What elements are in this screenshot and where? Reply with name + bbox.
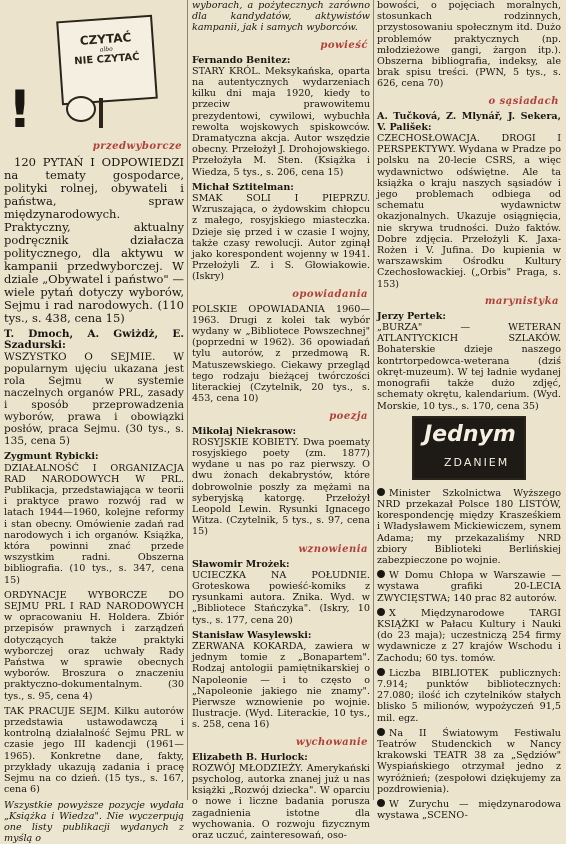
author-niekrasow: Mikołaj Niekrasow: [192,426,370,437]
brief-item [377,799,561,821]
column-3 [377,0,561,800]
jednym-zdaniem-box [412,416,526,480]
author-dmoch: T. Dmoch, A. Gwiżdż, E. Szadurski: [4,329,184,351]
author-pertek: Jerzy Pertek: [377,311,561,322]
sign-stick [99,98,103,128]
article-dzialalnosc-rad: DZIAŁALNOŚĆ I ORGANIZACJA RAD NARODOWYCH W PRL. Publikacja, przedstawiająca w teorii i praktyce prawo rozwój rad w latach 1944—1960, kolejne reformy i stan obecny. Omówienie zadań rad narodowych i ich organów. Książka, która powinni znać przede wszystkim radni. Obszerna bibliografia. (10 tys., s. 347, cena 15) [4,463,184,586]
brief-item [377,728,561,795]
brief-text: Minister Szkolnictwa Wyższego NRD przekazał Polsce 180 LISTÓW, korespondencję między Krasześkiem i Władysławem Mickiewiczem, synem Adama; my przekazaliśmy NRD zbiory Biblioteki Berlińskiej zabezpieczone po wojnie. [377,488,561,566]
section-o-sasiadach: o sąsiadach [377,96,559,107]
continuation-text: wyborach, a pożytecznych zarówno dla kandydatów, aktywistów kampanii, jak i samych wyborców. [192,0,370,34]
article-rosyjskie-kobiety: ROSYJSKIE KOBIETY. Dwa poematy rosyjskiego poety (zm. 1877) wydane u nas po raz pierwszy. O dwu żonach dekabrystów, które dobrowolnie poszły za mężami na syberyjską katorgę. Przełożył Leopold Lewin. Rysunki Ignacego Witza. (Czytelnik, 5 tys., s. 97, cena 15) [192,437,370,538]
bullet-icon [377,608,385,616]
sign-line-1: CZYTAĆ [59,29,152,49]
author-wasylewski: Stanisław Wasylewski: [192,630,370,641]
brief-text: W Domu Chłopa w Warszawie — wystawa grafiki 20-LECIA ZWYCIĘSTWA; 140 prac 82 autorów. [377,570,561,603]
bullet-icon [377,728,385,736]
article-smak-soli: SMAK SOLI I PIEPRZU. Wzruszająca, o żydowskim chłopcu z małego, rosyjskiego miasteczka. Dzieje się przed i w czasie I wojny, także czasy rewolucji. Autor zginął jako korespondent wojenny w 1941. Przełożyli Z. i S. Głowiakowie. (Iskry) [192,193,370,283]
continuation-text-3: bowości, o pojęciach moralnych, stosunkach rodzinnych, przystosowaniu społecznym itd. Dużo problemów praktycznych (np. młodzieżowe gangi, żargon itp.). Obszerna bibliografia, indeksy, ale brak spisu treści. (PWN, 5 tys., s. 626, cena 70) [377,0,561,90]
face-icon [66,96,96,122]
sign-small: albo [60,43,152,56]
sign-illustration [56,15,158,105]
section-opowiadania: opowiadania [192,289,368,300]
brief-text: X Międzynarodowe TARGI KSIĄŻKI w Pałacu Kultury i Nauki (do 23 maja); uczestniczą 254 firmy wydawnicze z 27 krajów Wschodu i Zachodu; 60 tys. tomów. [377,608,561,664]
section-powiesc: powieść [192,40,368,51]
author-hurlock: Elizabeth B. Hurlock: [192,752,370,763]
column-2 [192,0,370,800]
column-rule-1 [187,0,188,800]
column-rule-2 [373,0,374,800]
brief-item [377,668,561,724]
section-poezja: poezja [192,411,368,422]
exclamation-mark: ! [8,80,32,140]
article-czechoslowacja: CZECHOSŁOWACJA. DROGI I PERSPEKTYWY. Wydana w Pradze po polsku na 20-lecie CSRS, a więc wydawnictwo odświętne. Ale ta książka o kraju naszych sąsiadów i jego problemach odbiega od schematu wydawnictw okazjonalnych. Ukazuje osiągnięcia, nie skrywa trudności. Dużo faktów. Dobre zdjęcia. Przełożyli K. Jaxa-Rożen i V. Jufina. Do kupienia w warszawskim Ośrodku Kultury Czechosłowackiej. („Orbis" Praga, s. 153) [377,133,561,290]
box-title-1: Jednym [424,422,516,447]
bullet-icon [377,570,385,578]
article-burza: „BURZA" — WETERAN ATLANTYCKICH SZLAKÓW. Bohaterskie dzieje naszego kontrtorpedowca-weterana (dziś okręt-muzeum). W tej ładnie wydanej monografii także dużo zdjęć, schematy okrętu, kalendarium. (Wyd. Morskie, 10 tys., s. 170, cena 35) [377,322,561,412]
brief-item [377,608,561,664]
author-mrozek: Sławomir Mrożek: [192,559,370,570]
note-ksiazka-i-wiedza: Wszystkie powyższe pozycje wydała „Książka i Wiedza". Nie wyczerpują one listy publikacji wydanych z myślą o [4,800,184,844]
box-title-2: ZDANIEM [444,456,509,469]
section-wychowanie: wychowanie [192,737,368,748]
section-marynistyka: marynistyka [377,296,559,307]
author-rybicki: Zygmunt Rybicki: [4,451,184,462]
article-polskie-opowiadania: POLSKIE OPOWIADANIA 1960—1963. Drugi z kolei tak wybór wydany w „Bibliotece Powszechnej" (poprzedni w 1962). 36 opowiadań tylu autorów, z przedmową R. Matuszewskiego. Ciekawy przegląd tego rodzaju bieżącej twórczości literackiej (Czytelnik, 20 tys., s. 453, cena 10) [192,304,370,405]
article-zerwana-kokarda: ZERWANA KOKARDA, zawiera w jednym tomie z „Bonapartem". Rodzaj antologii pamiętnikarskiej o Napoleonie — i to często o „Napoleonie jakiego nie znamy". Pierwsze wznowienie po wojnie. Ilustracje. (Wyd. Literackie, 10 tys., s. 258, cena 16) [192,641,370,731]
brief-text: Na II Światowym Festiwalu Teatrów Studenckich w Nancy krakowski TEATR 38 za „Sędziów" Wyspiańskiego otrzymał jedno z wyróżnień; (zespołowi dziękujemy za pozdrowienia). [377,728,561,795]
author-benitez: Fernando Benitez: [192,55,370,66]
section-wznowienia: wznowienia [192,544,368,555]
section-przedwyborcze: przedwyborcze [4,141,182,152]
brief-text: W Zurychu — międzynarodowa wystawa „SCENO- [377,799,561,821]
author-tuckova: A. Tučková, Z. Mlynář, J. Sekera, V. Pališek: [377,111,561,133]
brief-item [377,488,561,566]
bullet-icon [377,668,385,676]
author-sztitelman: Michał Sztitelman: [192,182,370,193]
sign-line-2: NIE CZYTAĆ [61,50,154,70]
article-stary-krol: STARY KRÓL. Meksykańska, oparta na autentycznych wydarzeniach kilku dni maja 1920, kiedy to przeciw prawowitemu prezydentowi, cywilowi, wybuchła rewolta wojskowych spiskowców. Dramatyczna akcja. Autor wszędzie obecny. Przełożył J. Drohojowskiego. Przełożyła M. Sten. (Książka i Wiedza, 5 tys., s. 206, cena 15) [192,66,370,178]
article-ordynacje: ORDYNACJE WYBORCZE DO SEJMU PRL I RAD NARODOWYCH w opracowaniu H. Holdera. Zbiór przepisów prawnych i zarządzeń dotyczących także praktyki wyborczej oraz uchwały Rady Państwa w sprawie obecnych wyborów. Broszura o znaczeniu praktyczno-dokumentalnym. (30 tys., s. 95, cena 4) [4,590,184,702]
bullet-icon [377,799,385,807]
article-tak-pracuje-sejm: TAK PRACUJE SEJM. Kilku autorów przedstawia ustawodawczą i kontrolną działalność Sejmu PRL w czasie jego III kadencji (1961—1965). Konkretne dane, fakty, przykłady ukazują zadania i pracę Sejmu na co dzień. (15 tys., s. 167, cena 6) [4,706,184,796]
article-rozwoj-mlodziezy: ROZWÓJ MŁODZIEŻY. Amerykański psycholog, autorka znanej już u nas książki „Rozwój dziecka". W oparciu o nowe i liczne badania porusza zagadnienia istotne dla wychowania. O rozwoju fizycznym oraz uczuć, zainteresowań, oso- [192,763,370,841]
brief-item [377,570,561,604]
article-wszystko-o-sejmie: WSZYSTKO O SEJMIE. W popularnym ujęciu ukazana jest rola Sejmu w systemie naczelnych organów PRL, zasady i sposób przeprowadzenia wyborów, prawa i obowiązki posłów, praca Sejmu. (30 tys., s. 135, cena 5) [4,351,184,447]
article-ucieczka: UCIECZKA NA POŁUDNIE. Groteskowa powieść-komiks z rysunkami autora. Znika. Wyd. w „Bibliotece Stańczyka". (Iskry, 10 tys., s. 177, cena 20) [192,570,370,626]
header-illustration [4,0,184,145]
bullet-icon [377,488,385,496]
brief-text: Liczba BIBLIOTEK publicznych: 7.914; punktów bibliotecznych: 27.080; ilość ich czytelników stałych blisko 5 milionów, wypożyczeń 91,5 mil. egz. [377,668,561,724]
column-1 [4,0,184,800]
article-120-pytan: 120 PYTAŃ I ODPOWIEDZI na tematy gospodarce, polityki rolnej, obywateli i państwa, spraw międzynarodowych. Praktyczny, aktualny podręcznik działacza politycznego, dla aktywu w kampanii przedwyborczej. W dziale „Obywatel i państwo" — wiele pytań dotyczy wyborów, Sejmu i rad narodowych. (110 tys., s. 438, cena 15) [4,156,184,325]
